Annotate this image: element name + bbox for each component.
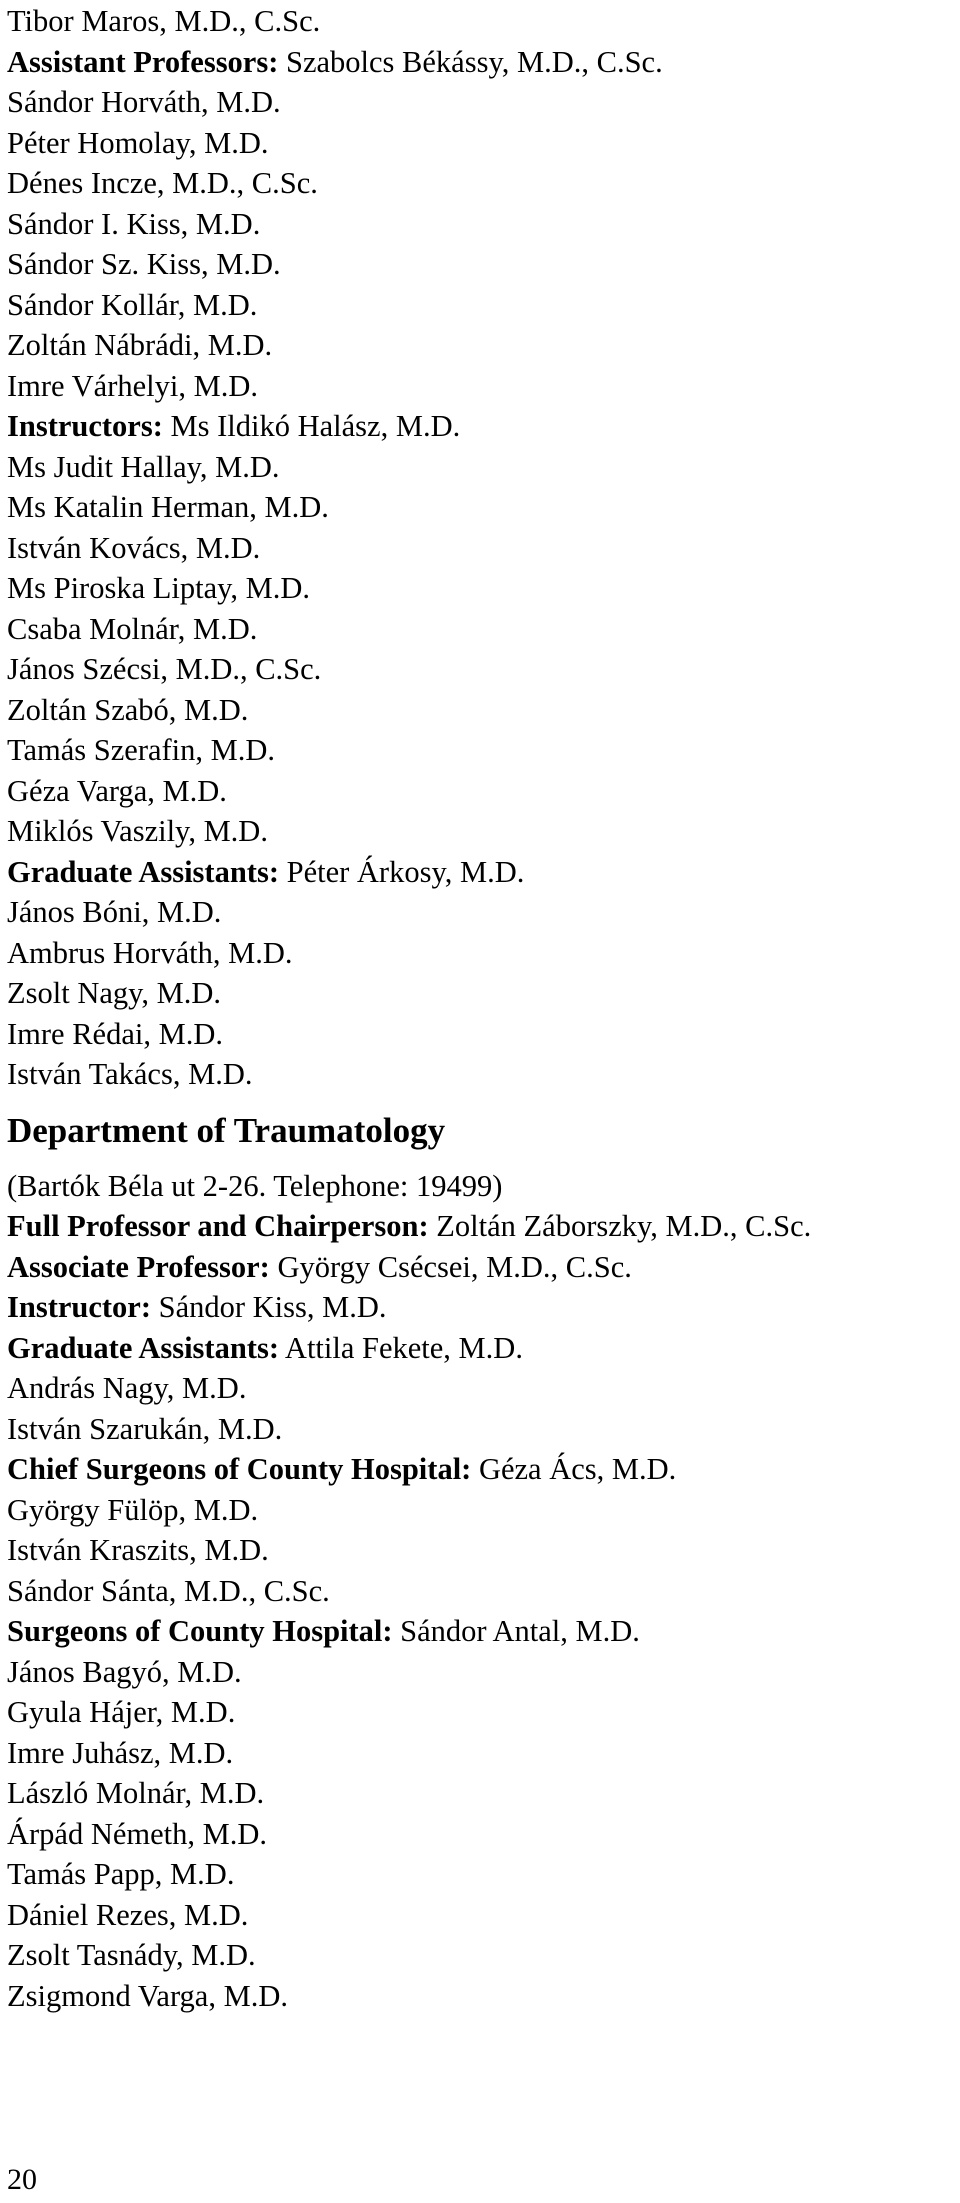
staff-name: Dániel Rezes, M.D. [7, 1897, 249, 1932]
staff-name: Géza Ács, M.D. [471, 1452, 677, 1486]
staff-name: Zoltán Szabó, M.D. [7, 692, 249, 727]
staff-line [7, 811, 947, 852]
staff-line [7, 1054, 947, 1095]
staff-line [7, 1652, 947, 1693]
staff-line [7, 1166, 947, 1207]
role-label: Graduate Assistants: [7, 854, 279, 889]
staff-name: Zsolt Tasnády, M.D. [7, 1938, 256, 1972]
staff-name: Imre Várhelyi, M.D. [7, 368, 258, 403]
staff-name: Tamás Papp, M.D. [7, 1857, 235, 1891]
staff-line [7, 568, 947, 609]
staff-line [7, 933, 947, 974]
staff-line [7, 609, 947, 650]
staff-name: Ms Piroska Liptay, M.D. [7, 571, 311, 605]
staff-name: Tibor Maros, M.D., C.Sc. [7, 4, 321, 38]
staff-name: Zoltán Nábrádi, M.D. [7, 328, 273, 362]
staff-name: Péter Árkosy, M.D. [278, 854, 525, 889]
staff-name: Ms Ildikó Halász, M.D. [162, 409, 461, 443]
staff-line [7, 528, 947, 569]
role-line [7, 42, 947, 83]
staff-name: Zsolt Nagy, M.D. [7, 976, 222, 1010]
role-label: Instructors: [7, 409, 163, 443]
staff-name: Ms Judit Hallay, M.D. [7, 449, 280, 484]
staff-name: Ms Katalin Herman, M.D. [7, 490, 329, 524]
role-label: Surgeons of County Hospital: [7, 1614, 393, 1648]
staff-line [7, 1014, 947, 1055]
staff-name: Árpád Németh, M.D. [7, 1816, 268, 1851]
staff-name: János Bagyó, M.D. [7, 1654, 242, 1689]
staff-name: László Molnár, M.D. [7, 1776, 265, 1810]
staff-name: János Bóni, M.D. [7, 895, 222, 929]
staff-name: Tamás Szerafin, M.D. [7, 733, 276, 767]
role-line [7, 1611, 947, 1652]
staff-line [7, 1854, 947, 1895]
staff-line [7, 1490, 947, 1531]
staff-line [7, 1368, 947, 1409]
staff-line [7, 1895, 947, 1936]
staff-line [7, 1692, 947, 1733]
role-line [7, 406, 947, 447]
staff-name: Imre Rédai, M.D. [7, 1016, 223, 1051]
staff-line [7, 123, 947, 164]
department-heading: Department of Traumatology [7, 1110, 446, 1150]
staff-name: Szabolcs Békássy, M.D., C.Sc. [278, 44, 663, 79]
staff-line [7, 82, 947, 123]
role-line [7, 1328, 947, 1369]
staff-line [7, 244, 947, 285]
staff-line [7, 1773, 947, 1814]
staff-name: Péter Homolay, M.D. [7, 125, 269, 160]
role-label: Instructor: [7, 1290, 151, 1324]
staff-line [7, 1530, 947, 1571]
staff-line [7, 1935, 947, 1976]
staff-name: Sándor Sánta, M.D., C.Sc. [7, 1573, 330, 1608]
staff-name: Imre Juhász, M.D. [7, 1735, 234, 1770]
staff-line [7, 447, 947, 488]
staff-line [7, 1814, 947, 1855]
staff-line [7, 366, 947, 407]
staff-line [7, 649, 947, 690]
staff-line [7, 204, 947, 245]
staff-name: Zoltán Záborszky, M.D., C.Sc. [428, 1209, 812, 1243]
role-label: Assistant Professors: [7, 44, 279, 79]
staff-name: Sándor I. Kiss, M.D. [7, 206, 261, 241]
staff-name: András Nagy, M.D. [7, 1371, 247, 1405]
staff-name: Ambrus Horváth, M.D. [7, 935, 293, 970]
staff-name: István Kovács, M.D. [7, 530, 261, 565]
staff-line [7, 1733, 947, 1774]
role-line [7, 1247, 947, 1288]
staff-name: Dénes Incze, M.D., C.Sc. [7, 166, 318, 200]
staff-name: Csaba Molnár, M.D. [7, 611, 258, 646]
role-line [7, 1287, 947, 1328]
staff-line [7, 1, 947, 42]
role-label: Graduate Assistants: [7, 1330, 279, 1365]
staff-name: György Fülöp, M.D. [7, 1492, 259, 1527]
staff-name: Gyula Hájer, M.D. [7, 1695, 236, 1729]
staff-name: Sándor Antal, M.D. [392, 1614, 640, 1648]
staff-name: Attila Fekete, M.D. [278, 1330, 523, 1365]
staff-name: Sándor Kollár, M.D. [7, 287, 258, 322]
staff-line [7, 1571, 947, 1612]
staff-line [7, 690, 947, 731]
staff-line [7, 163, 947, 204]
staff-line [7, 771, 947, 812]
staff-line [7, 1409, 947, 1450]
staff-name: Zsigmond Varga, M.D. [7, 1978, 288, 2013]
staff-name: István Szarukán, M.D. [7, 1411, 283, 1446]
faculty-list [7, 1, 947, 1095]
staff-line [7, 487, 947, 528]
staff-line [7, 892, 947, 933]
role-line [7, 1449, 947, 1490]
staff-name: Géza Varga, M.D. [7, 773, 227, 808]
staff-name: Sándor Horváth, M.D. [7, 85, 281, 119]
staff-name: Sándor Kiss, M.D. [151, 1290, 387, 1324]
staff-name: Miklós Vaszily, M.D. [7, 814, 268, 848]
page-number: 20 [7, 2163, 37, 2196]
staff-line [7, 325, 947, 366]
staff-name: (Bartók Béla ut 2-26. Telephone: 19499) [7, 1168, 503, 1203]
role-label: Associate Professor: [7, 1249, 270, 1284]
staff-name: János Szécsi, M.D., C.Sc. [7, 652, 322, 686]
staff-name: Sándor Sz. Kiss, M.D. [7, 247, 281, 281]
role-label: Chief Surgeons of County Hospital: [7, 1452, 472, 1486]
staff-line [7, 973, 947, 1014]
role-label: Full Professor and Chairperson: [7, 1209, 429, 1243]
staff-name: István Takács, M.D. [7, 1057, 253, 1091]
department-staff-list [7, 1166, 947, 2017]
role-line [7, 1206, 947, 1247]
staff-name: István Kraszits, M.D. [7, 1533, 269, 1567]
role-line [7, 852, 947, 893]
staff-line [7, 730, 947, 771]
staff-name: György Csécsei, M.D., C.Sc. [269, 1249, 632, 1284]
staff-line [7, 1976, 947, 2017]
document-page [7, 0, 947, 2016]
staff-line [7, 285, 947, 326]
